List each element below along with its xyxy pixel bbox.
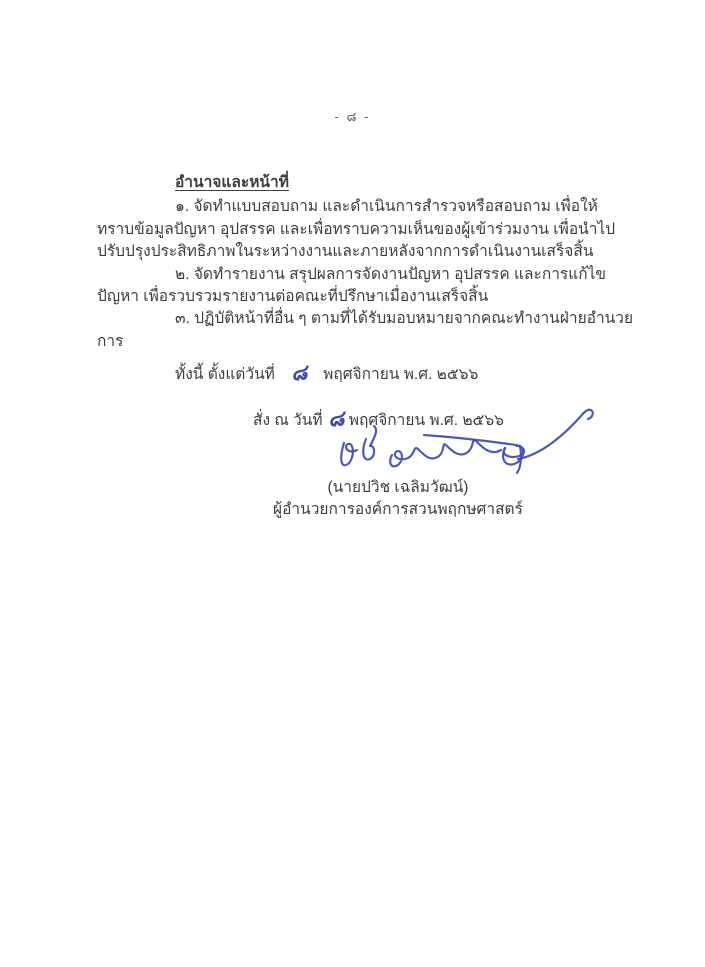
- document-body: [97, 172, 634, 432]
- issued-date-suffix: พฤศจิกายน พ.ศ. ๒๕๖๖: [348, 411, 504, 429]
- section-heading: อำนาจและหน้าที่: [175, 174, 289, 191]
- signature-ink: [328, 399, 610, 481]
- duty-item-3: ๓. ปฏิบัติหน้าที่อื่น ๆ ตามที่ได้รับมอบหมายจากคณะทำงานฝ่ายอำนวยการ: [97, 310, 634, 350]
- duty-item-1: ๑. จัดทำแบบสอบถาม และดำเนินการสำรวจหรือสอบถาม เพื่อให้ทราบข้อมูลปัญหา อุปสรรค และเพื่อทราบความเห็นของผู้เข้าร่วมงาน เพื่อนำไปปรับปรุงประสิทธิภาพในระหว่างงานและภายหลังจากการดำเนินงานเสร็จสิ้น: [97, 198, 616, 261]
- signatory-title: ผู้อำนวยการองค์การสวนพฤกษศาสตร์: [273, 500, 523, 518]
- signatory-block: [248, 477, 548, 520]
- handwritten-day-effective: ๘: [289, 361, 309, 387]
- effective-date-suffix: พฤศจิกายน พ.ศ. ๒๕๖๖: [323, 366, 479, 384]
- duty-item-2: ๒. จัดทำรายงาน สรุปผลการจัดงานปัญหา อุปสรรค และการแก้ไขปัญหา เพื่อรวบรวมรายงานต่อคณะที่ปรึกษาเมื่องานเสร็จสิ้น: [97, 265, 607, 306]
- handwritten-day-issued: ๘: [326, 406, 345, 432]
- effective-date-line: [175, 362, 634, 386]
- effective-date-prefix: ทั้งนี้ ตั้งแต่วันที่: [175, 366, 275, 384]
- issued-date-prefix: สั่ง ณ วันที่: [253, 411, 323, 429]
- page-number: - ๘ -: [334, 109, 371, 124]
- signatory-name: (นายปวิช เฉลิมวัฒน์): [327, 479, 469, 496]
